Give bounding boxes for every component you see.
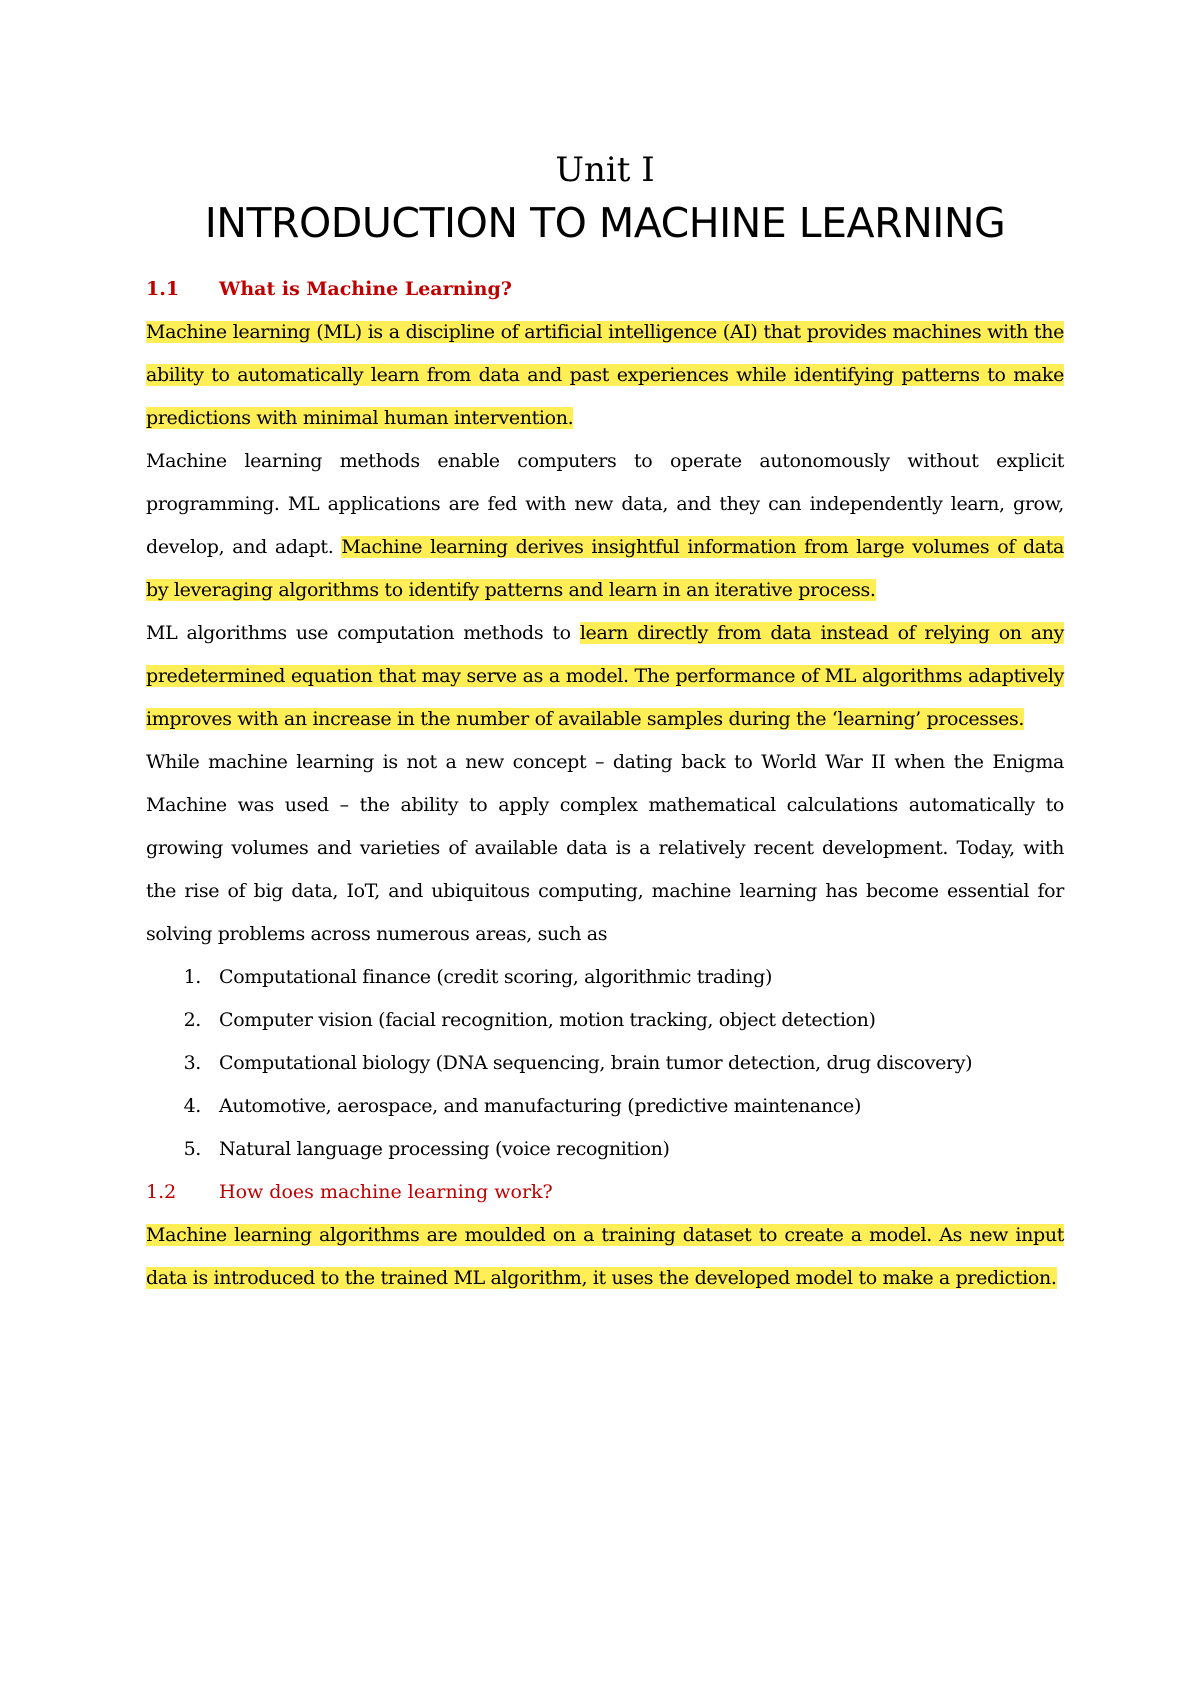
list-marker: 4. — [183, 1095, 201, 1117]
document-content — [146, 148, 1064, 1300]
paragraph-definition — [146, 311, 1064, 440]
highlighted-text: Machine learning derives insightful information from large volumes of data by leveraging algorithms to identify patterns and learn in an iterative process. — [146, 536, 1065, 601]
paragraph-history: While machine learning is not a new concept – dating back to World War II when the Enigma Machine was used – the ability to apply complex mathematical calculations automatically to growing volumes and varieties of available data is a relatively recent development. Today, with the rise of big data, IoT, and ubiquitous computing, machine learning has become essential for solving problems across numerous areas, such as — [146, 751, 1064, 945]
list-item-text: Natural language processing (voice recognition) — [219, 1138, 670, 1160]
list-item-text: Computer vision (facial recognition, motion tracking, object detection) — [219, 1009, 876, 1031]
list-marker: 2. — [183, 1009, 201, 1031]
main-title: INTRODUCTION TO MACHINE LEARNING — [204, 199, 1006, 247]
section-heading-1-2 — [146, 1171, 1064, 1214]
list-item-text: Computational finance (credit scoring, algorithmic trading) — [219, 966, 773, 988]
list-marker: 3. — [183, 1052, 201, 1074]
section-title: What is Machine Learning? — [219, 278, 512, 300]
paragraph-methods — [146, 440, 1064, 612]
paragraph-text: Machine learning methods enable computers to operate autonomously without explicit programming. ML applications are fed with new data, and they can independently learn, grow, develop, and adapt. — [146, 450, 1064, 558]
list-item — [146, 1085, 1064, 1128]
unit-title: Unit I — [555, 150, 655, 190]
section-number: 1.1 — [146, 278, 180, 300]
section-heading-1-1 — [146, 268, 1064, 311]
paragraph-algorithms — [146, 612, 1064, 741]
list-item — [146, 956, 1064, 999]
paragraph-how-it-works — [146, 1214, 1064, 1300]
paragraph-text: ML algorithms use computation methods to — [146, 622, 580, 644]
highlighted-text: learn directly from data instead of relying on any predetermined equation that may serve as a model. The performance of ML algorithms adaptively improves with an increase in the number of available samples during the ‘learning’ processes. — [146, 622, 1065, 730]
section-title: How does machine learning work? — [219, 1181, 553, 1203]
list-item — [146, 999, 1064, 1042]
highlighted-text: Machine learning algorithms are moulded on a training dataset to create a model. As new input data is introduced to the trained ML algorithm, it uses the developed model to make a prediction. — [146, 1224, 1064, 1289]
applications-list — [146, 956, 1064, 1171]
highlighted-text: Machine learning (ML) is a discipline of artificial intelligence (AI) that provides machines with the ability to automatically learn from data and past experiences while identifying patterns to make predictions with minimal human intervention. — [146, 321, 1064, 429]
section-number: 1.2 — [146, 1181, 177, 1203]
list-item-text: Computational biology (DNA sequencing, brain tumor detection, drug discovery) — [219, 1052, 973, 1074]
list-item — [146, 1128, 1064, 1171]
list-item-text: Automotive, aerospace, and manufacturing (predictive maintenance) — [219, 1095, 862, 1117]
list-marker: 5. — [183, 1138, 201, 1160]
list-marker: 1. — [183, 966, 201, 988]
list-item — [146, 1042, 1064, 1085]
